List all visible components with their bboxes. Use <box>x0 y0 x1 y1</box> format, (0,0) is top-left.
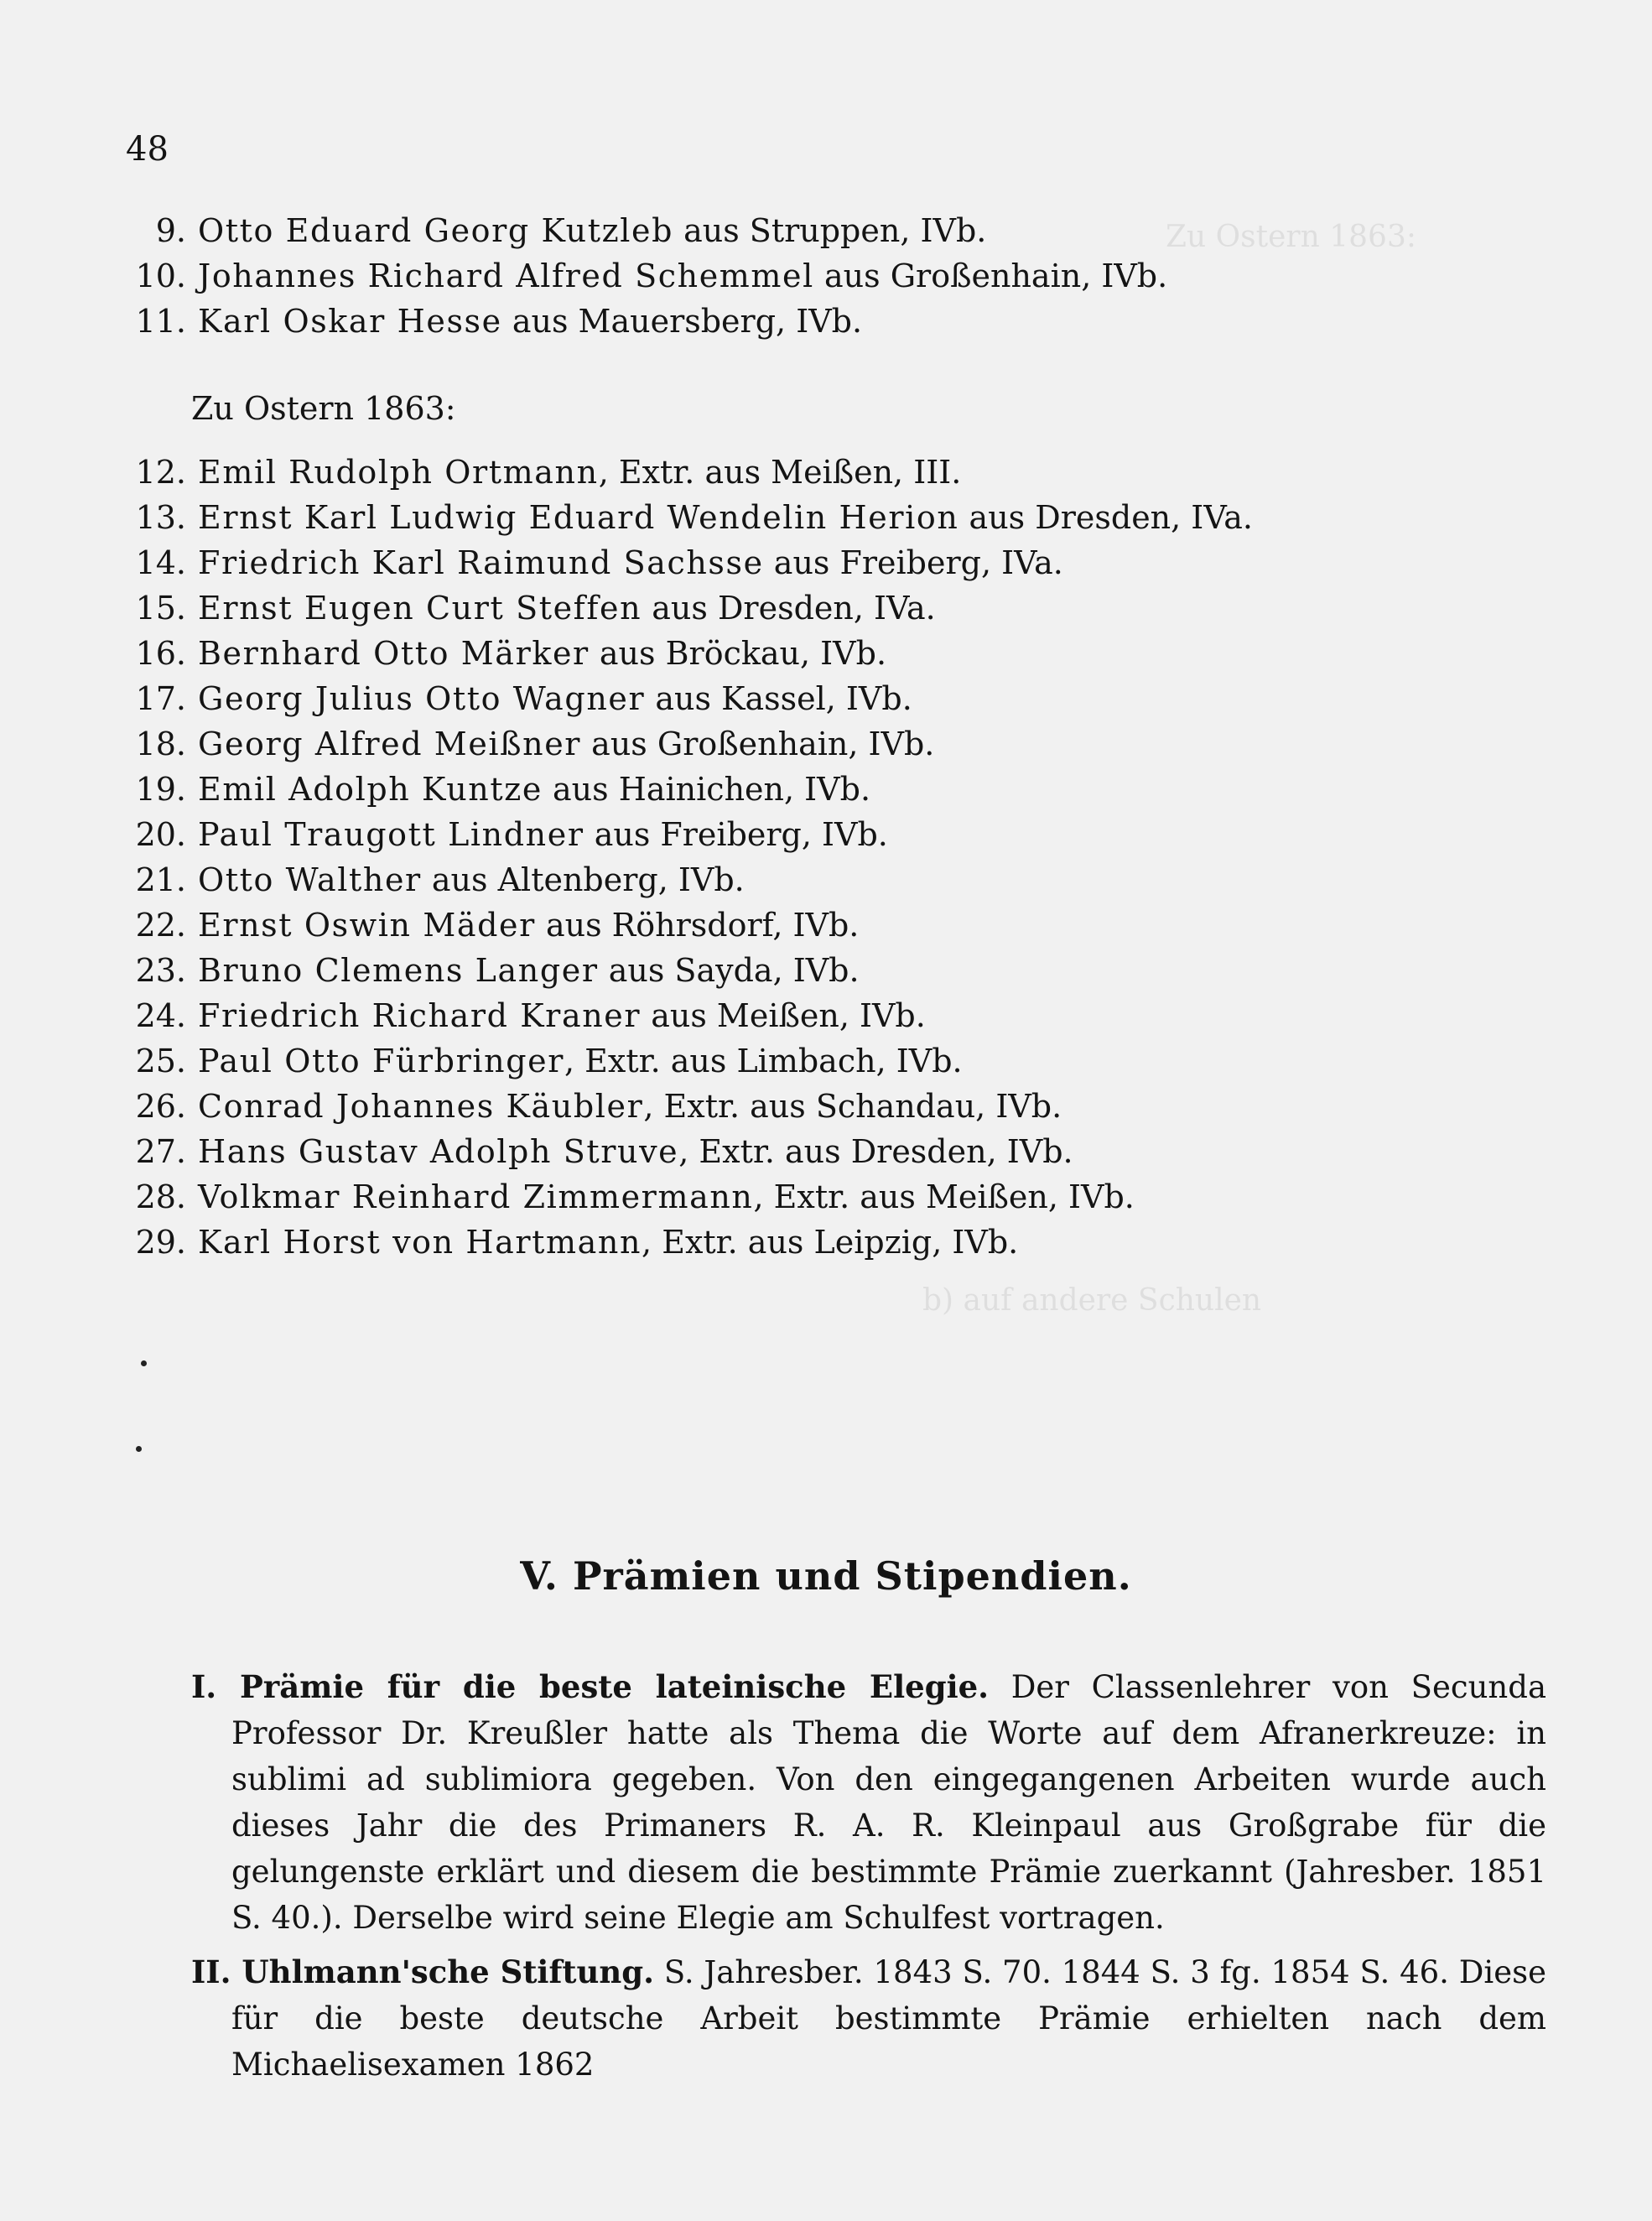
paragraph-lead: II. Uhlmann'sche Stiftung. <box>191 1953 655 1990</box>
entry-name: Emil Adolph Kuntze <box>198 771 543 808</box>
entry-details: aus Sayda, IVb. <box>598 952 860 989</box>
list-item <box>126 857 745 902</box>
list-item <box>126 948 860 993</box>
entry-details: , Extr. aus Limbach, IVb. <box>564 1043 963 1079</box>
entry-details: aus Altenberg, IVb. <box>421 861 745 898</box>
entry-number: 22. <box>135 907 186 944</box>
entry-details: aus Mauersberg, IVb. <box>501 303 863 340</box>
list-item <box>126 450 961 495</box>
entry-number: 11. <box>135 303 186 340</box>
paragraph-uhlmann-foundation <box>191 1949 1546 2088</box>
entry-details: aus Meißen, IVb. <box>641 997 926 1034</box>
entry-number: 26. <box>135 1088 186 1125</box>
entry-name: Ernst Eugen Curt Steffen <box>198 590 642 627</box>
list-item <box>126 993 926 1038</box>
list-item <box>126 1084 1062 1129</box>
paragraph-text: S. Jahresber. 1843 S. 70. 1844 S. 3 fg. 1854 S. 46. Diese für die beste deutsche Arbeit bestimmte Prämie erhielten nach dem Michaelisexamen 1862 <box>231 1954 1546 2083</box>
entry-details: aus Bröckau, IVb. <box>589 635 887 672</box>
entry-details: , Extr. aus Schandau, IVb. <box>643 1088 1062 1125</box>
entry-number: 28. <box>135 1178 186 1215</box>
list-item <box>126 1129 1073 1174</box>
entry-details: , Extr. aus Meißen, IVb. <box>753 1178 1135 1215</box>
document-page: Zu Ostern 1863: b) auf andere Schulen 48 9. Otto Eduard Georg Kutzleb aus Struppen, IVb. 10. Johannes Richard Alfred Schemmel aus Großenhain, IVb. 11. Karl Oskar Hesse aus Mauersberg, IVb. Zu Ostern 1863: 12. Emil Rudolph Ortmann, Extr. aus Meißen, III. 13. Ernst Karl Ludwig Eduard Wendelin Herion aus Dresden, IVa. 14. Friedrich Karl Raimund Sachsse aus Freiberg, IVa. 15. Ernst Eugen Curt Steffen aus Dresden, IVa. 16. Bernhard Otto Märker aus Bröckau, IVb. 17. Georg Julius Otto Wagner aus Kassel, IVb. 18. Georg Alfred Meißner aus Großenhain, IVb. 19. Emil Adolph Kuntze aus Hainichen, IVb. 20. Paul Traugott Lindner aus Freiberg, IVb. 21. Otto Walther aus Altenberg, IVb. 22. Ernst Oswin Mäder aus Röhrsdorf, IVb. 23. Bruno Clemens Langer aus Sayda, IVb. 24. Friedrich Richard Kraner aus Meißen, IVb. 25. Paul Otto Fürbringer, Extr. aus Limbach, IVb. 26. Conrad Johannes Käubler, Extr. aus Schandau, IVb. 27. Hans Gustav Adolph Struve, Extr. aus Dresden, IVb. 28. Volkmar Reinhard Zimmermann, Extr. aus Meißen, IVb. 29. Karl Horst von Hartmann, Extr. aus Leipzig, IVb. V. Prämien und Stipendien. I. Prämie für die beste lateinische Elegie. Der Classenlehrer von Secunda Professor Dr. Kreußler hatte als Thema die Worte auf dem Afranerkreuze: in sublimi ad sublimiora gegeben. Von den eingegangenen Arbeiten wurde auch dieses Jahr die des Primaners R. A. R. Kleinpaul aus Großgrabe für die gelungenste erklärt und diesem die bestimmte Prämie zuerkannt (Jahresber. 1851 S. 40.). Derselbe wird seine Elegie am Schulfest vortragen. II. Uhlmann'sche Stiftung. S. Jahresber. 1843 S. 70. 1844 S. 3 fg. 1854 S. 46. Diese für die beste deutsche Arbeit bestimmte Prämie erhielten nach dem Michaelisexamen 1862 <box>0 0 1652 2221</box>
entry-number: 21. <box>135 861 186 898</box>
entry-name: Emil Rudolph Ortmann <box>198 454 599 491</box>
entry-name: Volkmar Reinhard Zimmermann <box>198 1178 754 1215</box>
list-item <box>126 540 1063 585</box>
entry-number: 25. <box>135 1043 186 1079</box>
page-number: 48 <box>126 130 169 169</box>
entry-name: Georg Alfred Meißner <box>198 726 582 762</box>
entry-details: , Extr. aus Dresden, IVb. <box>678 1133 1073 1170</box>
entry-number: 29. <box>135 1224 186 1261</box>
paragraph-text: Der Classenlehrer von Secunda Professor Dr. Kreußler hatte als Thema die Worte auf dem Afranerkreuze: in sublimi ad sublimiora gegeben. Von den eingegangenen Arbeiten wurde auch dieses Jahr die des Primaners R. A. R. Kleinpaul aus Großgrabe für die gelungenste erklärt und diesem die bestimmte Prämie zuerkannt (Jahresber. 1851 S. 40.). Derselbe wird seine Elegie am Schulfest vortragen. <box>231 1669 1547 1936</box>
entry-details: aus Großenhain, IVb. <box>581 726 935 762</box>
entry-name: Friedrich Karl Raimund Sachsse <box>198 544 764 581</box>
entry-number: 14. <box>135 544 186 581</box>
entry-details: aus Kassel, IVb. <box>645 680 912 717</box>
entry-details: , Extr. aus Meißen, III. <box>598 454 962 491</box>
entry-name: Paul Otto Fürbringer <box>198 1043 564 1079</box>
list-item <box>126 812 888 857</box>
entry-name: Georg Julius Otto Wagner <box>198 680 646 717</box>
entry-details: aus Freiberg, IVb. <box>584 816 888 853</box>
list-item <box>126 721 934 767</box>
list-item <box>126 767 870 812</box>
entry-name: Paul Traugott Lindner <box>198 816 584 853</box>
entry-number: 23. <box>135 952 186 989</box>
entry-number: 9. <box>155 212 186 249</box>
entry-name: Ernst Oswin Mäder <box>198 907 536 944</box>
list-item <box>126 208 986 253</box>
entry-details: aus Struppen, IVb. <box>673 212 987 249</box>
list-item <box>126 1038 963 1084</box>
paragraph-lead: I. Prämie für die beste lateinische Elegie. <box>191 1668 990 1705</box>
paragraph-latin-elegy-prize <box>191 1664 1546 1941</box>
entry-number: 12. <box>135 454 186 491</box>
entry-details: aus Dresden, IVa. <box>958 499 1254 536</box>
entry-details: aus Röhrsdorf, IVb. <box>535 907 860 944</box>
entry-name: Otto Eduard Georg Kutzleb <box>198 212 673 249</box>
entry-number: 16. <box>135 635 186 672</box>
entry-name: Johannes Richard Alfred Schemmel <box>198 257 814 294</box>
entry-name: Karl Oskar Hesse <box>198 303 502 340</box>
entry-name: Bruno Clemens Langer <box>198 952 599 989</box>
entry-name: Hans Gustav Adolph Struve <box>198 1133 679 1170</box>
entry-name: Karl Horst von Hartmann <box>198 1224 642 1261</box>
list-item <box>126 1220 1018 1265</box>
section-title: V. Prämien und Stipendien. <box>520 1553 1132 1599</box>
list-item <box>126 676 912 721</box>
list-item <box>126 253 1167 299</box>
entry-details: aus Großenhain, IVb. <box>813 257 1168 294</box>
entry-name: Ernst Karl Ludwig Eduard Wendelin Herion <box>198 499 959 536</box>
entry-number: 17. <box>135 680 186 717</box>
entry-name: Otto Walther <box>198 861 422 898</box>
list-item <box>126 631 886 676</box>
entry-name: Conrad Johannes Käubler <box>198 1088 644 1125</box>
entry-number: 13. <box>135 499 186 536</box>
entry-details: aus Freiberg, IVa. <box>763 544 1063 581</box>
entry-number: 18. <box>135 726 186 762</box>
entry-number: 10. <box>135 257 186 294</box>
list-item <box>126 1174 1135 1220</box>
entry-number: 19. <box>135 771 186 808</box>
entry-details: aus Hainichen, IVb. <box>542 771 871 808</box>
entry-number: 20. <box>135 816 186 853</box>
entry-number: 15. <box>135 590 186 627</box>
list-item <box>126 495 1253 540</box>
print-mark <box>141 1360 147 1366</box>
entry-name: Friedrich Richard Kraner <box>198 997 642 1034</box>
entry-number: 27. <box>135 1133 186 1170</box>
entry-name: Bernhard Otto Märker <box>198 635 590 672</box>
entry-details: aus Dresden, IVa. <box>642 590 936 627</box>
entry-number: 24. <box>135 997 186 1034</box>
entry-details: , Extr. aus Leipzig, IVb. <box>642 1224 1019 1261</box>
list-item <box>126 902 859 948</box>
subheading-easter-1863: Zu Ostern 1863: <box>191 390 456 427</box>
list-item <box>126 299 862 344</box>
print-mark <box>136 1446 142 1452</box>
list-item <box>126 585 936 631</box>
